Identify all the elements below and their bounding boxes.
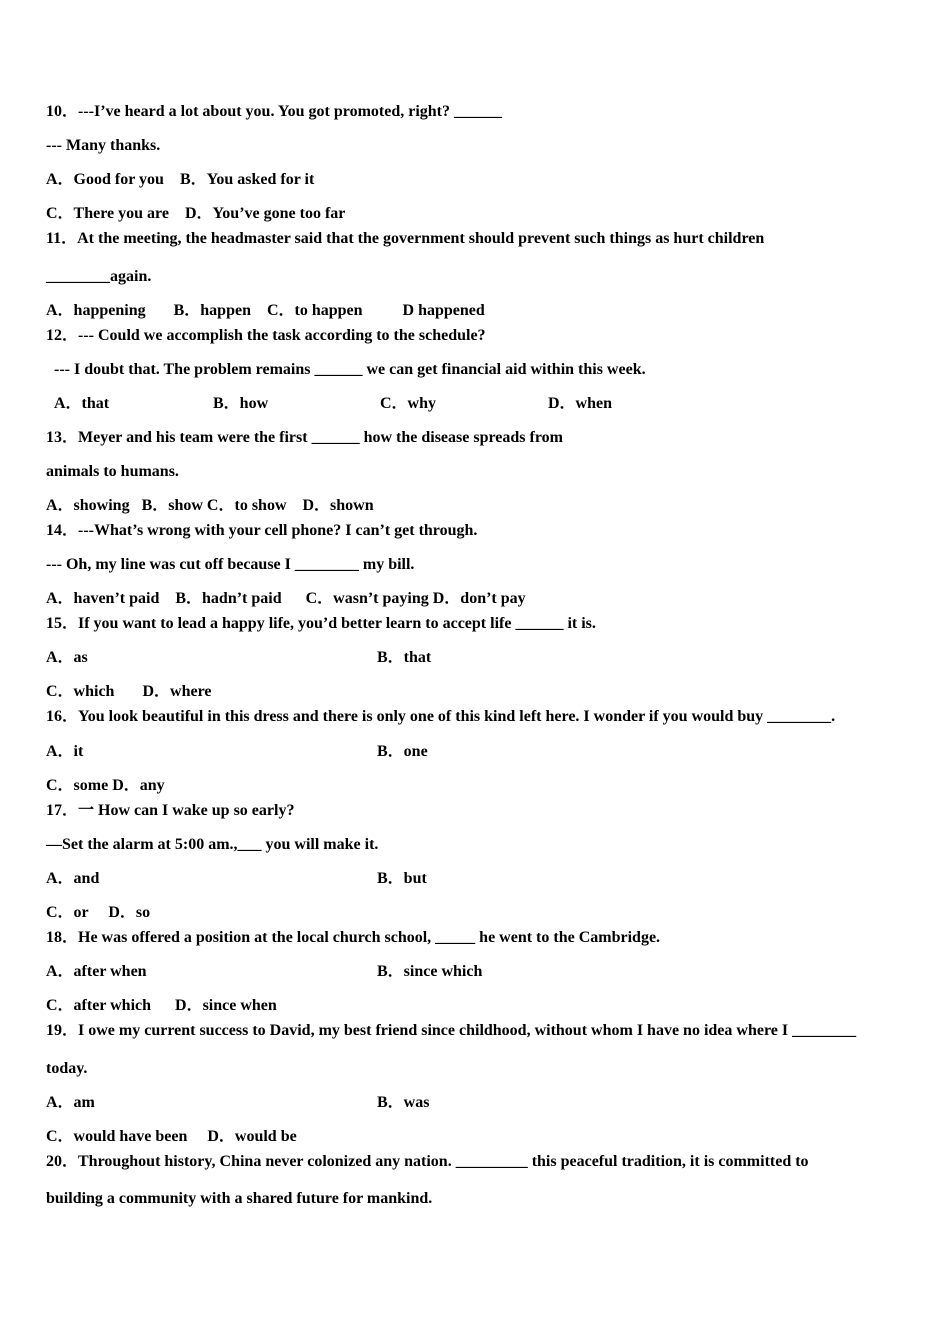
q14-stem: 14．---What’s wrong with your cell phone? I can’t get through.	[46, 522, 478, 539]
q16-stem: 16．You look beautiful in this dress and there is only one of this kind left here. I wonder if you would buy ________.	[46, 708, 836, 725]
q17-option-a: A．and	[46, 870, 100, 887]
q18-option-a: A．after when	[46, 963, 147, 980]
q17-option-b: B．but	[377, 870, 427, 887]
q20-stem-cont: building a community with a shared future for mankind.	[46, 1190, 433, 1207]
q12-option-d: D．when	[548, 395, 613, 412]
q11-stem-cont: ________again.	[46, 268, 152, 285]
q19-options-cd: C．would have been D．would be	[46, 1128, 297, 1145]
q12-option-a: A．that	[54, 395, 110, 412]
q16-options-cd: C．some D．any	[46, 777, 165, 794]
q17-options-cd: C．or D．so	[46, 904, 151, 921]
q19-option-b: B．was	[377, 1094, 430, 1111]
q18-options-cd: C．after which D．since when	[46, 997, 277, 1014]
q16-option-a: A．it	[46, 743, 84, 760]
q20-stem: 20．Throughout history, China never colonized any nation. _________ this peaceful tradition, it is committed to	[46, 1153, 809, 1170]
q17-stem: 17．一 How can I wake up so early?	[46, 802, 295, 819]
q12-option-c: C．why	[380, 395, 437, 412]
q10-reply: --- Many thanks.	[46, 137, 161, 154]
q18-stem: 18．He was offered a position at the local church school, _____ he went to the Cambridge.	[46, 929, 661, 946]
q19-stem: 19．I owe my current success to David, my best friend since childhood, without whom I have no idea where I ________	[46, 1022, 857, 1039]
q10-stem: 10．---I’ve heard a lot about you. You got promoted, right? ______	[46, 103, 502, 120]
q16-option-b: B．one	[377, 743, 428, 760]
q14-reply: --- Oh, my line was cut off because I ________ my bill.	[46, 556, 415, 573]
q13-stem-cont: animals to humans.	[46, 463, 179, 480]
q19-option-a: A．am	[46, 1094, 95, 1111]
q11-options: A．happening B．happen C．to happen D happened	[46, 302, 485, 319]
q13-stem: 13．Meyer and his team were the first ______ how the disease spreads from	[46, 429, 563, 446]
q12-reply: --- I doubt that. The problem remains ______ we can get financial aid within this week.	[54, 361, 646, 378]
q19-stem-cont: today.	[46, 1060, 88, 1077]
q15-option-a: A．as	[46, 649, 88, 666]
q12-option-b: B．how	[213, 395, 269, 412]
q18-option-b: B．since which	[377, 963, 483, 980]
q15-stem: 15．If you want to lead a happy life, you’d better learn to accept life ______ it is.	[46, 615, 596, 632]
q10-options-ab: A．Good for you B．You asked for it	[46, 171, 315, 188]
q11-stem: 11．At the meeting, the headmaster said that the government should prevent such things as hurt children	[46, 230, 765, 247]
q17-reply: —Set the alarm at 5:00 am.,___ you will make it.	[46, 836, 379, 853]
q15-option-b: B．that	[377, 649, 432, 666]
q14-options: A．haven’t paid B．hadn’t paid C．wasn’t paying D．don’t pay	[46, 590, 526, 607]
q13-options: A．showing B．show C．to show D．shown	[46, 497, 374, 514]
q12-stem: 12．--- Could we accomplish the task according to the schedule?	[46, 327, 486, 344]
q10-options-cd: C．There you are D．You’ve gone too far	[46, 205, 346, 222]
q15-options-cd: C．which D．where	[46, 683, 212, 700]
